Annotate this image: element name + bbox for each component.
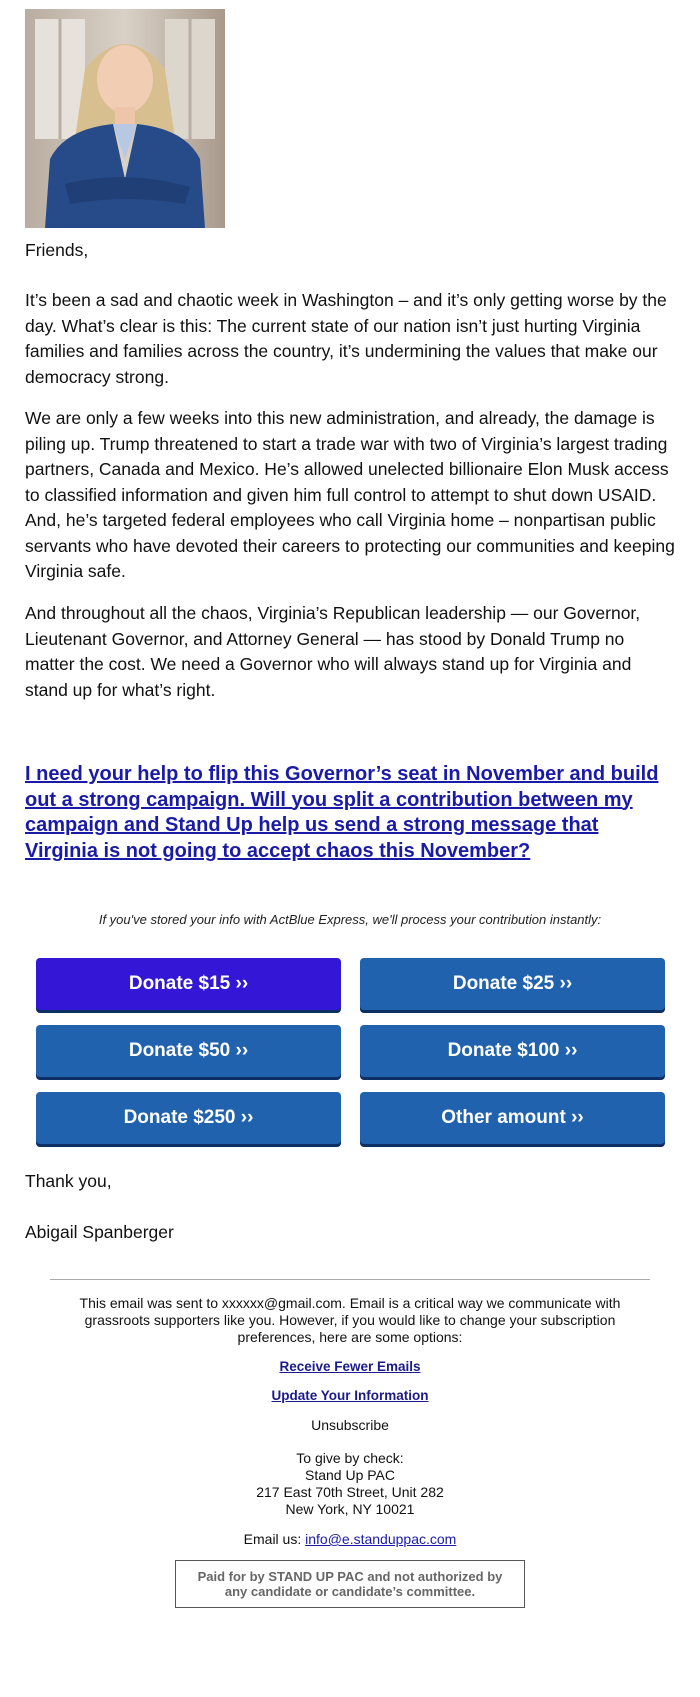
paragraph-1: It’s been a sad and chaotic week in Washington – and it’s only getting worse by the day. What’s clear is this: The current state of our nation isn’t just hurting Virginia families and families across the country, it’s undermining the values that make our democracy strong.	[25, 290, 667, 387]
paid-line-1: Paid for by STAND UP PAC and not authorized by	[197, 1569, 503, 1584]
footer-notice: This email was sent to xxxxxx@gmail.com. Email is a critical way we communicate with grassroots supporters like you. However, if you would like to change your subscription preferences, here are some options:	[79, 1295, 621, 1345]
email-us-row	[0, 1531, 700, 1548]
signoff: Thank you,	[25, 1171, 112, 1191]
paid-line-2: any candidate or candidate’s committee.	[224, 1584, 476, 1599]
fewer-emails-row	[0, 1358, 700, 1375]
donate-100-button[interactable]: Donate $100 ››	[360, 1025, 665, 1077]
actblue-note: If you've stored your info with ActBlue Express, we'll process your contribution instantly:	[98, 912, 602, 927]
donate-15-button[interactable]: Donate $15 ››	[36, 958, 341, 1010]
candidate-photo	[25, 9, 225, 228]
cta-link[interactable]: I need your help to flip this Governor’s seat in November and build out a strong campaign. Will you split a contribution between my campaign and Stand Up help us send a strong message that Virginia is not going to accept chaos this November?	[25, 763, 659, 862]
org-street: 217 East 70th Street, Unit 282	[256, 1484, 444, 1500]
unsubscribe-link[interactable]: Unsubscribe	[311, 1417, 389, 1433]
donate-25-button[interactable]: Donate $25 ››	[360, 958, 665, 1010]
other-amount-button[interactable]: Other amount ››	[360, 1092, 665, 1144]
signature: Abigail Spanberger	[25, 1222, 174, 1242]
greeting: Friends,	[25, 240, 89, 260]
donate-50-button[interactable]: Donate $50 ››	[36, 1025, 341, 1077]
update-info-row	[0, 1387, 700, 1404]
org-name: Stand Up PAC	[304, 1467, 395, 1483]
check-title: To give by check:	[296, 1450, 404, 1466]
paragraph-2: We are only a few weeks into this new administration, and already, the damage is piling up. Trump threatened to start a trade war with two of Virginia’s largest trading partners, Canada and Mexico. He’s allowed unelected billionaire Elon Musk access to classified information and given him full control to attempt to shut down USAID. And, he’s targeted federal employees who call Virginia home – nonpartisan public servants who have devoted their careers to protecting our communities and keeping Virginia safe.	[25, 408, 675, 581]
donate-250-button[interactable]: Donate $250 ››	[36, 1092, 341, 1144]
update-information-link[interactable]: Update Your Information	[271, 1388, 429, 1403]
email-us-label: Email us:	[243, 1531, 306, 1547]
receive-fewer-emails-link[interactable]: Receive Fewer Emails	[279, 1359, 421, 1374]
footer-divider	[50, 1279, 650, 1280]
paragraph-3: And throughout all the chaos, Virginia’s Republican leadership — our Governor, Lieutenant Governor, and Attorney General — has stood by Donald Trump no matter the cost. We need a Governor who will always stand up for Virginia and stand up for what’s right.	[25, 603, 641, 700]
contact-email-link[interactable]: info@e.standuppac.com	[305, 1531, 457, 1547]
paid-for-disclaimer	[175, 1560, 525, 1608]
org-city: New York, NY 10021	[285, 1501, 415, 1517]
